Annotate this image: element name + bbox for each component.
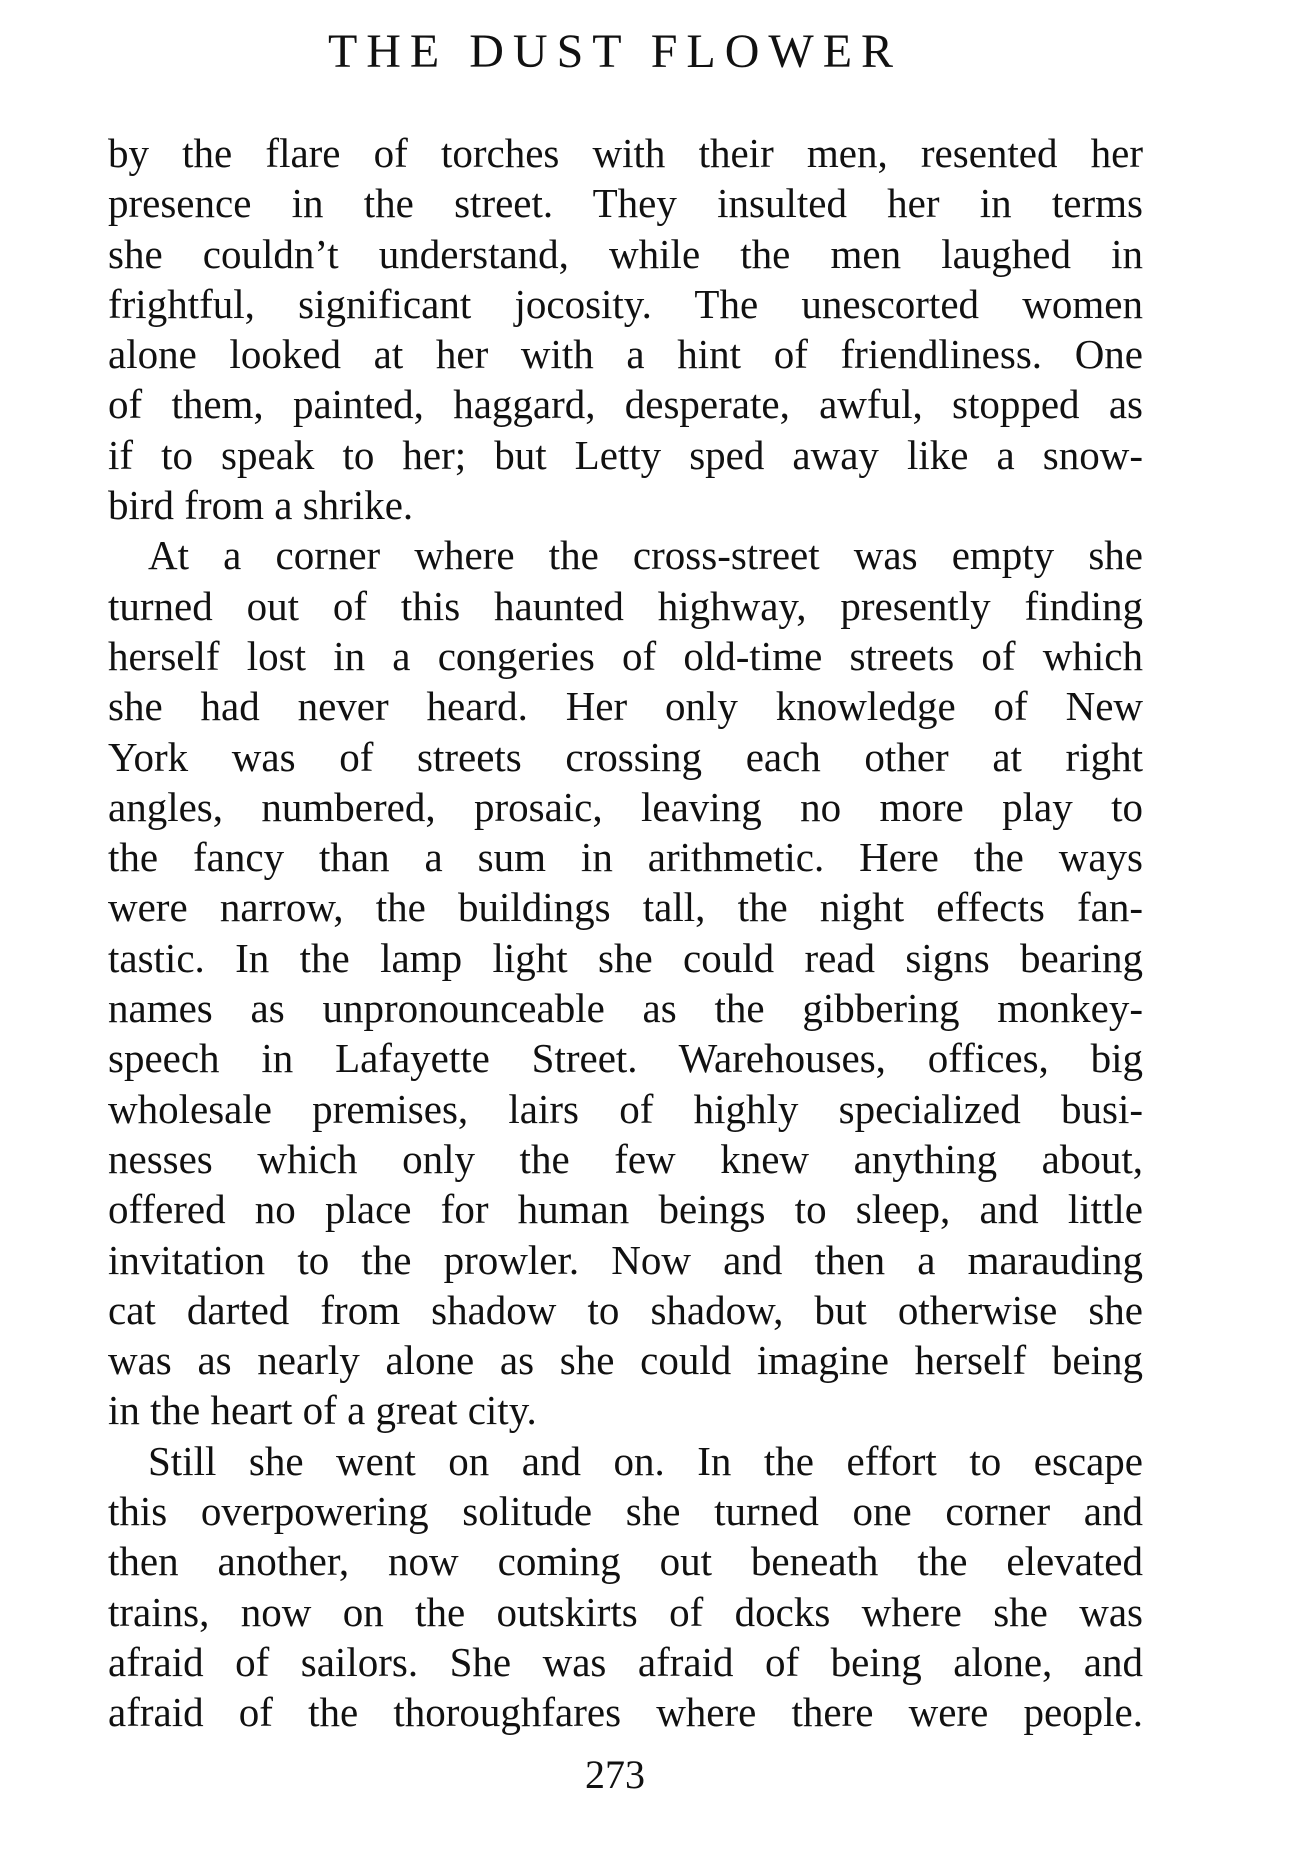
text-line: were narrow, the buildings tall, the night effects fan- — [108, 884, 1143, 931]
text-line: Still she went on and on. In the effort to escape — [148, 1437, 1143, 1484]
text-line: invitation to the prowler. Now and then a marauding — [108, 1236, 1143, 1283]
text-line: of them, painted, haggard, desperate, awful, stopped as — [108, 381, 1143, 428]
page-number: 273 — [585, 1752, 645, 1797]
text-line: then another, now coming out beneath the elevated — [108, 1538, 1143, 1585]
text-line: offered no place for human beings to sleep, and little — [108, 1186, 1143, 1233]
running-head: THE DUST FLOWER — [327, 25, 903, 78]
text-line: presence in the street. They insulted her in terms — [108, 180, 1143, 227]
text-line: tastic. In the lamp light she could read signs bearing — [108, 934, 1143, 981]
text-line: frightful, significant jocosity. The unescorted women — [108, 280, 1143, 327]
text-line: if to speak to her; but Letty sped away like a snow- — [108, 431, 1143, 478]
text-line: trains, now on the outskirts of docks where she was — [108, 1588, 1143, 1635]
text-line: At a corner where the cross-street was empty she — [148, 532, 1143, 579]
paragraph — [108, 128, 1143, 530]
paragraph — [108, 530, 1143, 1435]
text-line: she had never heard. Her only knowledge of New — [108, 683, 1143, 730]
text-line: speech in Lafayette Street. Warehouses, offices, big — [108, 1035, 1143, 1082]
text-line: was as nearly alone as she could imagine herself being — [108, 1337, 1143, 1384]
text-line: cat darted from shadow to shadow, but otherwise she — [108, 1286, 1143, 1333]
text-line: this overpowering solitude she turned one corner and — [108, 1488, 1143, 1535]
text-line: York was of streets crossing each other at right — [108, 733, 1143, 780]
text-line: alone looked at her with a hint of friendliness. One — [108, 331, 1143, 378]
text-line: in the heart of a great city. — [108, 1387, 537, 1434]
text-line: wholesale premises, lairs of highly specialized busi- — [108, 1085, 1143, 1132]
body-text — [108, 128, 1143, 1738]
text-line: herself lost in a congeries of old-time streets of which — [108, 632, 1143, 679]
text-line: turned out of this haunted highway, presently finding — [108, 582, 1143, 629]
text-line: afraid of sailors. She was afraid of being alone, and — [108, 1638, 1143, 1685]
text-line: angles, numbered, prosaic, leaving no more play to — [108, 783, 1143, 830]
text-line: bird from a shrike. — [108, 482, 414, 529]
text-line: afraid of the thoroughfares where there were people. — [108, 1689, 1143, 1736]
text-line: names as unpronounceable as the gibbering monkey- — [108, 985, 1143, 1032]
text-line: the fancy than a sum in arithmetic. Here the ways — [108, 834, 1143, 881]
text-line: by the flare of torches with their men, resented her — [108, 130, 1143, 176]
paragraph — [108, 1436, 1143, 1738]
text-line: nesses which only the few knew anything about, — [108, 1135, 1143, 1182]
text-line: she couldn’t understand, while the men laughed in — [108, 230, 1143, 277]
